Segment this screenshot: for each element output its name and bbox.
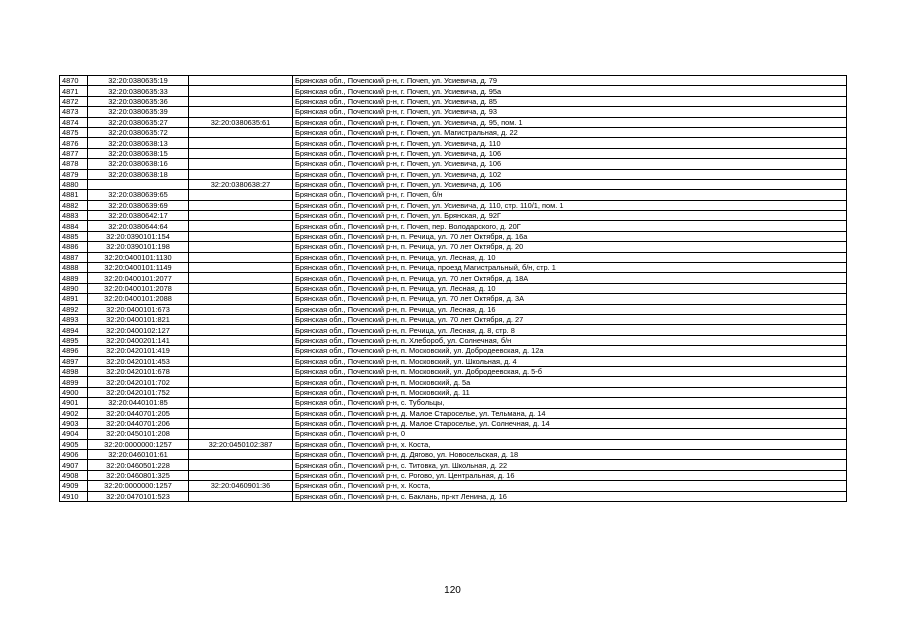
related-cadastral-number-cell	[189, 148, 293, 158]
address-cell: Брянская обл., Почепский р-н, п. Московский, д. 5а	[293, 377, 847, 387]
related-cadastral-number-cell	[189, 418, 293, 428]
related-cadastral-number-cell: 32:20:0380638:27	[189, 179, 293, 189]
related-cadastral-number-cell	[189, 346, 293, 356]
row-number-cell: 4895	[60, 335, 88, 345]
address-cell: Брянская обл., Почепский р-н, г. Почеп, ул. Усиевича, д. 106	[293, 179, 847, 189]
table-row	[60, 491, 847, 501]
table-row	[60, 76, 847, 86]
address-cell: Брянская обл., Почепский р-н, с. Тубольцы,	[293, 398, 847, 408]
table-row	[60, 179, 847, 189]
related-cadastral-number-cell	[189, 242, 293, 252]
row-number-cell: 4889	[60, 273, 88, 283]
address-cell: Брянская обл., Почепский р-н, г. Почеп, ул. Усиевича, д. 110, стр. 110/1, пом. 1	[293, 200, 847, 210]
table-row	[60, 200, 847, 210]
address-cell: Брянская обл., Почепский р-н, п. Речица, ул. Лесная, д. 10	[293, 252, 847, 262]
related-cadastral-number-cell	[189, 314, 293, 324]
cadastral-number-cell: 32:20:0380635:27	[88, 117, 189, 127]
table-row	[60, 242, 847, 252]
row-number-cell: 4881	[60, 190, 88, 200]
row-number-cell: 4903	[60, 418, 88, 428]
table-row	[60, 450, 847, 460]
table-row	[60, 273, 847, 283]
table-row	[60, 439, 847, 449]
table-row	[60, 408, 847, 418]
table-row	[60, 387, 847, 397]
table-row	[60, 96, 847, 106]
address-cell: Брянская обл., Почепский р-н, с. Баклань, пр-кт Ленина, д. 16	[293, 491, 847, 501]
related-cadastral-number-cell	[189, 283, 293, 293]
table-row	[60, 346, 847, 356]
related-cadastral-number-cell	[189, 450, 293, 460]
cadastral-number-cell: 32:20:0400101:1149	[88, 263, 189, 273]
cadastral-number-cell: 32:20:0380638:15	[88, 148, 189, 158]
row-number-cell: 4888	[60, 263, 88, 273]
table-row	[60, 325, 847, 335]
related-cadastral-number-cell: 32:20:0450102:387	[189, 439, 293, 449]
table-row	[60, 117, 847, 127]
table-row	[60, 283, 847, 293]
table-row	[60, 127, 847, 137]
table-row	[60, 211, 847, 221]
address-cell: Брянская обл., Почепский р-н, п. Речица, ул. Лесная, д. 8, стр. 8	[293, 325, 847, 335]
address-cell: Брянская обл., Почепский р-н, г. Почеп, ул. Брянская, д. 92Г	[293, 211, 847, 221]
table-row	[60, 221, 847, 231]
row-number-cell: 4882	[60, 200, 88, 210]
related-cadastral-number-cell	[189, 200, 293, 210]
row-number-cell: 4900	[60, 387, 88, 397]
cadastral-number-cell: 32:20:0440101:85	[88, 398, 189, 408]
row-number-cell: 4907	[60, 460, 88, 470]
cadastral-number-cell	[88, 179, 189, 189]
cadastral-number-cell: 32:20:0380639:65	[88, 190, 189, 200]
cadastral-number-cell: 32:20:0400101:2077	[88, 273, 189, 283]
table-row	[60, 294, 847, 304]
address-cell: Брянская обл., Почепский р-н, п. Речица, ул. 70 лет Октября, д. 27	[293, 314, 847, 324]
cadastral-number-cell: 32:20:0400101:1130	[88, 252, 189, 262]
table-row	[60, 356, 847, 366]
cadastral-number-cell: 32:20:0400101:2088	[88, 294, 189, 304]
row-number-cell: 4901	[60, 398, 88, 408]
row-number-cell: 4906	[60, 450, 88, 460]
cadastral-number-cell: 32:20:0380638:13	[88, 138, 189, 148]
address-cell: Брянская обл., Почепский р-н, г. Почеп, ул. Усиевича, д. 95, пом. 1	[293, 117, 847, 127]
address-cell: Брянская обл., Почепский р-н, г. Почеп, ул. Усиевича, д. 102	[293, 169, 847, 179]
row-number-cell: 4891	[60, 294, 88, 304]
related-cadastral-number-cell	[189, 138, 293, 148]
related-cadastral-number-cell	[189, 460, 293, 470]
related-cadastral-number-cell	[189, 377, 293, 387]
cadastral-number-cell: 32:20:0000000:1257	[88, 439, 189, 449]
related-cadastral-number-cell	[189, 169, 293, 179]
table-row	[60, 138, 847, 148]
address-cell: Брянская обл., Почепский р-н, п. Речица, проезд Магистральный, б/н, стр. 1	[293, 263, 847, 273]
cadastral-number-cell: 32:20:0440701:206	[88, 418, 189, 428]
cadastral-number-cell: 32:20:0460501:228	[88, 460, 189, 470]
cadastral-register-table	[59, 75, 847, 502]
address-cell: Брянская обл., Почепский р-н, д. Дягово, ул. Новосельская, д. 18	[293, 450, 847, 460]
related-cadastral-number-cell	[189, 387, 293, 397]
cadastral-number-cell: 32:20:0400101:2078	[88, 283, 189, 293]
related-cadastral-number-cell	[189, 86, 293, 96]
row-number-cell: 4884	[60, 221, 88, 231]
cadastral-number-cell: 32:20:0380635:19	[88, 76, 189, 86]
table-row	[60, 398, 847, 408]
related-cadastral-number-cell	[189, 325, 293, 335]
row-number-cell: 4892	[60, 304, 88, 314]
related-cadastral-number-cell: 32:20:0380635:61	[189, 117, 293, 127]
cadastral-number-cell: 32:20:0420101:678	[88, 366, 189, 376]
address-cell: Брянская обл., Почепский р-н, г. Почеп, ул. Усиевича, д. 79	[293, 76, 847, 86]
related-cadastral-number-cell	[189, 76, 293, 86]
related-cadastral-number-cell	[189, 294, 293, 304]
row-number-cell: 4870	[60, 76, 88, 86]
related-cadastral-number-cell	[189, 127, 293, 137]
row-number-cell: 4885	[60, 231, 88, 241]
address-cell: Брянская обл., Почепский р-н, г. Почеп, ул. Усиевича, д. 85	[293, 96, 847, 106]
row-number-cell: 4908	[60, 470, 88, 480]
row-number-cell: 4880	[60, 179, 88, 189]
cadastral-number-cell: 32:20:0420101:453	[88, 356, 189, 366]
related-cadastral-number-cell	[189, 408, 293, 418]
table-row	[60, 169, 847, 179]
table-row	[60, 304, 847, 314]
row-number-cell: 4902	[60, 408, 88, 418]
cadastral-number-cell: 32:20:0380635:33	[88, 86, 189, 96]
cadastral-number-cell: 32:20:0380635:72	[88, 127, 189, 137]
cadastral-number-cell: 32:20:0450101:208	[88, 429, 189, 439]
address-cell: Брянская обл., Почепский р-н, д. Малое Староселье, ул. Тельмана, д. 14	[293, 408, 847, 418]
cadastral-number-cell: 32:20:0470101:523	[88, 491, 189, 501]
row-number-cell: 4905	[60, 439, 88, 449]
cadastral-number-cell: 32:20:0440701:205	[88, 408, 189, 418]
address-cell: Брянская обл., Почепский р-н, п. Речица, ул. Лесная, д. 10	[293, 283, 847, 293]
row-number-cell: 4904	[60, 429, 88, 439]
address-cell: Брянская обл., Почепский р-н, г. Почеп, ул. Усиевича, д. 93	[293, 107, 847, 117]
address-cell: Брянская обл., Почепский р-н, с. Рогово, ул. Центральная, д. 16	[293, 470, 847, 480]
table-row	[60, 252, 847, 262]
row-number-cell: 4894	[60, 325, 88, 335]
row-number-cell: 4890	[60, 283, 88, 293]
row-number-cell: 4898	[60, 366, 88, 376]
row-number-cell: 4887	[60, 252, 88, 262]
related-cadastral-number-cell	[189, 304, 293, 314]
cadastral-number-cell: 32:20:0420101:419	[88, 346, 189, 356]
table-row	[60, 377, 847, 387]
row-number-cell: 4877	[60, 148, 88, 158]
related-cadastral-number-cell	[189, 470, 293, 480]
table-row	[60, 470, 847, 480]
table-row	[60, 366, 847, 376]
cadastral-number-cell: 32:20:0390101:198	[88, 242, 189, 252]
table-row	[60, 263, 847, 273]
cadastral-number-cell: 32:20:0380639:69	[88, 200, 189, 210]
row-number-cell: 4872	[60, 96, 88, 106]
address-cell: Брянская обл., Почепский р-н, п. Московский, ул. Добродеевская, д. 5-б	[293, 366, 847, 376]
related-cadastral-number-cell	[189, 211, 293, 221]
address-cell: Брянская обл., Почепский р-н, х. Коста,	[293, 439, 847, 449]
row-number-cell: 4879	[60, 169, 88, 179]
address-cell: Брянская обл., Почепский р-н, г. Почеп, б/н	[293, 190, 847, 200]
row-number-cell: 4899	[60, 377, 88, 387]
related-cadastral-number-cell	[189, 159, 293, 169]
table-row	[60, 148, 847, 158]
cadastral-number-cell: 32:20:0400102:127	[88, 325, 189, 335]
cadastral-number-cell: 32:20:0400201:141	[88, 335, 189, 345]
address-cell: Брянская обл., Почепский р-н, г. Почеп, ул. Усиевича, д. 110	[293, 138, 847, 148]
table-row	[60, 429, 847, 439]
cadastral-number-cell: 32:20:0390101:154	[88, 231, 189, 241]
table-row	[60, 190, 847, 200]
cadastral-number-cell: 32:20:0460101:61	[88, 450, 189, 460]
cadastral-number-cell: 32:20:0380644:64	[88, 221, 189, 231]
related-cadastral-number-cell	[189, 398, 293, 408]
cadastral-number-cell: 32:20:0380638:18	[88, 169, 189, 179]
row-number-cell: 4910	[60, 491, 88, 501]
cadastral-number-cell: 32:20:0420101:702	[88, 377, 189, 387]
cadastral-number-cell: 32:20:0400101:821	[88, 314, 189, 324]
row-number-cell: 4874	[60, 117, 88, 127]
related-cadastral-number-cell	[189, 335, 293, 345]
address-cell: Брянская обл., Почепский р-н, п. Речица, ул. 70 лет Октября, д. 3А	[293, 294, 847, 304]
address-cell: Брянская обл., Почепский р-н, г. Почеп, ул. Усиевича, д. 106	[293, 148, 847, 158]
row-number-cell: 4896	[60, 346, 88, 356]
related-cadastral-number-cell	[189, 366, 293, 376]
address-cell: Брянская обл., Почепский р-н, г. Почеп, ул. Усиевича, д. 106	[293, 159, 847, 169]
related-cadastral-number-cell	[189, 107, 293, 117]
table-row	[60, 481, 847, 491]
address-cell: Брянская обл., Почепский р-н, п. Речица, ул. 70 лет Октября, д. 18А	[293, 273, 847, 283]
row-number-cell: 4878	[60, 159, 88, 169]
cadastral-number-cell: 32:20:0380642:17	[88, 211, 189, 221]
related-cadastral-number-cell	[189, 429, 293, 439]
address-cell: Брянская обл., Почепский р-н, п. Речица, ул. 70 лет Октября, д. 16а	[293, 231, 847, 241]
row-number-cell: 4909	[60, 481, 88, 491]
table-row	[60, 460, 847, 470]
cadastral-number-cell: 32:20:0000000:1257	[88, 481, 189, 491]
cadastral-number-cell: 32:20:0400101:673	[88, 304, 189, 314]
row-number-cell: 4876	[60, 138, 88, 148]
cadastral-number-cell: 32:20:0380635:39	[88, 107, 189, 117]
address-cell: Брянская обл., Почепский р-н, г. Почеп, пер. Володарского, д. 20Г	[293, 221, 847, 231]
related-cadastral-number-cell	[189, 273, 293, 283]
table-row	[60, 107, 847, 117]
related-cadastral-number-cell: 32:20:0460901:36	[189, 481, 293, 491]
address-cell: Брянская обл., Почепский р-н, 0	[293, 429, 847, 439]
cadastral-number-cell: 32:20:0380638:16	[88, 159, 189, 169]
cadastral-number-cell: 32:20:0420101:752	[88, 387, 189, 397]
address-cell: Брянская обл., Почепский р-н, п. Речица, ул. Лесная, д. 16	[293, 304, 847, 314]
row-number-cell: 4875	[60, 127, 88, 137]
table-row	[60, 335, 847, 345]
related-cadastral-number-cell	[189, 491, 293, 501]
table-row	[60, 231, 847, 241]
related-cadastral-number-cell	[189, 252, 293, 262]
address-cell: Брянская обл., Почепский р-н, с. Титовка, ул. Школьная, д. 22	[293, 460, 847, 470]
related-cadastral-number-cell	[189, 263, 293, 273]
row-number-cell: 4886	[60, 242, 88, 252]
address-cell: Брянская обл., Почепский р-н, г. Почеп, ул. Усиевича, д. 95а	[293, 86, 847, 96]
row-number-cell: 4871	[60, 86, 88, 96]
address-cell: Брянская обл., Почепский р-н, п. Московский, ул. Школьная, д. 4	[293, 356, 847, 366]
row-number-cell: 4873	[60, 107, 88, 117]
cadastral-number-cell: 32:20:0380635:36	[88, 96, 189, 106]
row-number-cell: 4893	[60, 314, 88, 324]
related-cadastral-number-cell	[189, 190, 293, 200]
cadastral-number-cell: 32:20:0460801:325	[88, 470, 189, 480]
related-cadastral-number-cell	[189, 96, 293, 106]
related-cadastral-number-cell	[189, 231, 293, 241]
row-number-cell: 4883	[60, 211, 88, 221]
address-cell: Брянская обл., Почепский р-н, п. Московский, д. 11	[293, 387, 847, 397]
row-number-cell: 4897	[60, 356, 88, 366]
address-cell: Брянская обл., Почепский р-н, г. Почеп, ул. Магистральная, д. 22	[293, 127, 847, 137]
page-number: 120	[444, 585, 461, 596]
address-cell: Брянская обл., Почепский р-н, п. Речица, ул. 70 лет Октября, д. 20	[293, 242, 847, 252]
address-cell: Брянская обл., Почепский р-н, х. Коста,	[293, 481, 847, 491]
related-cadastral-number-cell	[189, 356, 293, 366]
related-cadastral-number-cell	[189, 221, 293, 231]
address-cell: Брянская обл., Почепский р-н, п. Хлебороб, ул. Солнечная, б/н	[293, 335, 847, 345]
table-row	[60, 159, 847, 169]
table-row	[60, 418, 847, 428]
address-cell: Брянская обл., Почепский р-н, п. Московский, ул. Добродеевская, д. 12а	[293, 346, 847, 356]
address-cell: Брянская обл., Почепский р-н, д. Малое Староселье, ул. Солнечная, д. 14	[293, 418, 847, 428]
table-body	[60, 76, 847, 502]
table-row	[60, 86, 847, 96]
table-row	[60, 314, 847, 324]
